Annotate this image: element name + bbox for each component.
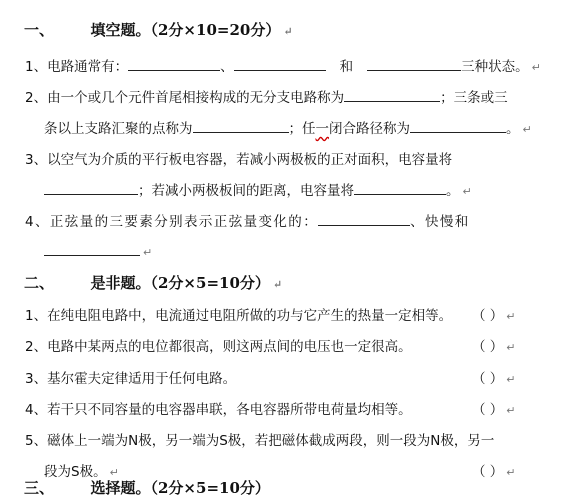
fill-question-4-line-2 bbox=[44, 241, 152, 260]
question-number: 3、 bbox=[25, 371, 48, 387]
return-mark: ↵ bbox=[272, 278, 283, 291]
section-2-number: 二、 bbox=[24, 274, 55, 292]
question-text: 若干只不同容量的电容器串联，各电容器所带电荷量均相等。 bbox=[47, 402, 412, 418]
section-1-score: （2分×10=20分） bbox=[150, 21, 281, 39]
return-mark: ↵ bbox=[531, 61, 541, 74]
judge-question-3 bbox=[25, 367, 236, 387]
fill-question-3-line-1 bbox=[25, 148, 452, 168]
section-1-title: 填空题。 bbox=[90, 21, 151, 39]
answer-blank[interactable] bbox=[318, 211, 410, 226]
return-mark: ↵ bbox=[506, 404, 516, 417]
fill-question-2-line-2 bbox=[44, 117, 532, 137]
question-text: 在纯电阻电路中，电流通过电阻所做的功与它产生的热量一定相等。 bbox=[47, 308, 453, 324]
question-text: 条以上支路汇聚的点称为 bbox=[44, 121, 193, 137]
question-number: 2、 bbox=[25, 339, 48, 355]
question-text: ；任 bbox=[288, 121, 316, 137]
question-number: 3、 bbox=[25, 152, 48, 168]
question-text: 闭合路径称为 bbox=[329, 121, 410, 137]
question-text: 、 bbox=[220, 59, 234, 75]
section-2-score: （2分×5=10分） bbox=[150, 274, 270, 292]
answer-blank[interactable] bbox=[344, 87, 440, 102]
fill-question-1 bbox=[25, 55, 541, 75]
question-number: 5、 bbox=[25, 433, 48, 449]
question-text: 和 bbox=[339, 59, 354, 75]
parenthesis-text: （ ） bbox=[472, 402, 504, 418]
answer-blank[interactable] bbox=[367, 56, 461, 71]
question-text: 磁体上一端为N极，另一端为S极，若把磁体截成两段，则一段为N极，另一 bbox=[47, 433, 495, 449]
judge-question-5-line-1 bbox=[25, 429, 494, 449]
return-mark: ↵ bbox=[143, 246, 153, 259]
return-mark: ↵ bbox=[283, 25, 293, 38]
judge-question-1 bbox=[25, 304, 452, 324]
answer-blank[interactable] bbox=[44, 180, 138, 195]
fill-question-4-line-1 bbox=[25, 210, 470, 230]
question-number: 2、 bbox=[25, 90, 48, 106]
section-1-heading bbox=[24, 19, 293, 40]
answer-blank[interactable] bbox=[234, 56, 326, 71]
question-text: ；若减小两极板间的距离，电容量将 bbox=[138, 183, 354, 199]
question-text: 三种状态。 bbox=[461, 59, 529, 75]
fill-question-2-line-1 bbox=[25, 86, 508, 106]
return-mark: ↵ bbox=[506, 466, 516, 479]
section-2-heading bbox=[24, 272, 282, 293]
return-mark: ↵ bbox=[109, 466, 119, 479]
question-number: 4、 bbox=[25, 402, 48, 418]
question-text: 电路中某两点的电位都很高，则这两点间的电压也一定很高。 bbox=[47, 339, 412, 355]
question-number: 1、 bbox=[25, 308, 48, 324]
return-mark: ↵ bbox=[506, 310, 516, 323]
question-text: 由一个或几个元件首尾相接构成的无分支电路称为 bbox=[47, 90, 345, 106]
judge-question-4 bbox=[25, 398, 412, 418]
answer-blank[interactable] bbox=[128, 56, 220, 71]
answer-parenthesis[interactable] bbox=[472, 367, 516, 387]
parenthesis-text: （ ） bbox=[472, 308, 504, 324]
answer-parenthesis[interactable] bbox=[472, 335, 516, 355]
answer-blank[interactable] bbox=[193, 118, 289, 133]
return-mark: ↵ bbox=[506, 341, 516, 354]
answer-blank[interactable] bbox=[44, 241, 140, 256]
judge-question-2 bbox=[25, 335, 412, 355]
answer-parenthesis[interactable] bbox=[472, 460, 516, 480]
fill-question-3-line-2 bbox=[44, 179, 472, 199]
question-number: 4、 bbox=[25, 214, 50, 230]
section-3-title: 选择题。 bbox=[90, 479, 151, 497]
parenthesis-text: （ ） bbox=[472, 371, 504, 387]
return-mark: ↵ bbox=[462, 185, 472, 198]
question-number: 1、 bbox=[25, 59, 48, 75]
answer-blank[interactable] bbox=[410, 118, 506, 133]
section-1-number: 一、 bbox=[24, 21, 55, 39]
return-mark: ↵ bbox=[506, 373, 516, 386]
answer-parenthesis[interactable] bbox=[472, 304, 516, 324]
question-text: 正弦量的三要素分别表示正弦量变化的： bbox=[49, 214, 319, 230]
spellcheck-underlined-text: 一 bbox=[315, 121, 329, 137]
question-text: 。 bbox=[446, 183, 460, 199]
section-3-heading-clipped bbox=[0, 479, 582, 497]
parenthesis-text: （ ） bbox=[472, 464, 504, 480]
parenthesis-text: （ ） bbox=[472, 339, 504, 355]
answer-parenthesis[interactable] bbox=[472, 398, 516, 418]
question-text: ；三条或三 bbox=[440, 90, 508, 106]
question-text: 、快慢和 bbox=[410, 214, 470, 230]
answer-blank[interactable] bbox=[354, 180, 446, 195]
question-text: 基尔霍夫定律适用于任何电路。 bbox=[47, 371, 237, 387]
question-text: 以空气为介质的平行板电容器，若减小两极板的正对面积，电容量将 bbox=[47, 152, 453, 168]
question-text: 电路通常有： bbox=[47, 59, 129, 75]
section-3-score: （2分×5=10分） bbox=[150, 479, 270, 497]
question-text: 段为S极。 bbox=[44, 464, 107, 480]
question-text: 。 bbox=[506, 121, 520, 137]
section-2-title: 是非题。 bbox=[90, 274, 151, 292]
return-mark: ↵ bbox=[522, 123, 532, 136]
section-3-number: 三、 bbox=[24, 479, 55, 497]
